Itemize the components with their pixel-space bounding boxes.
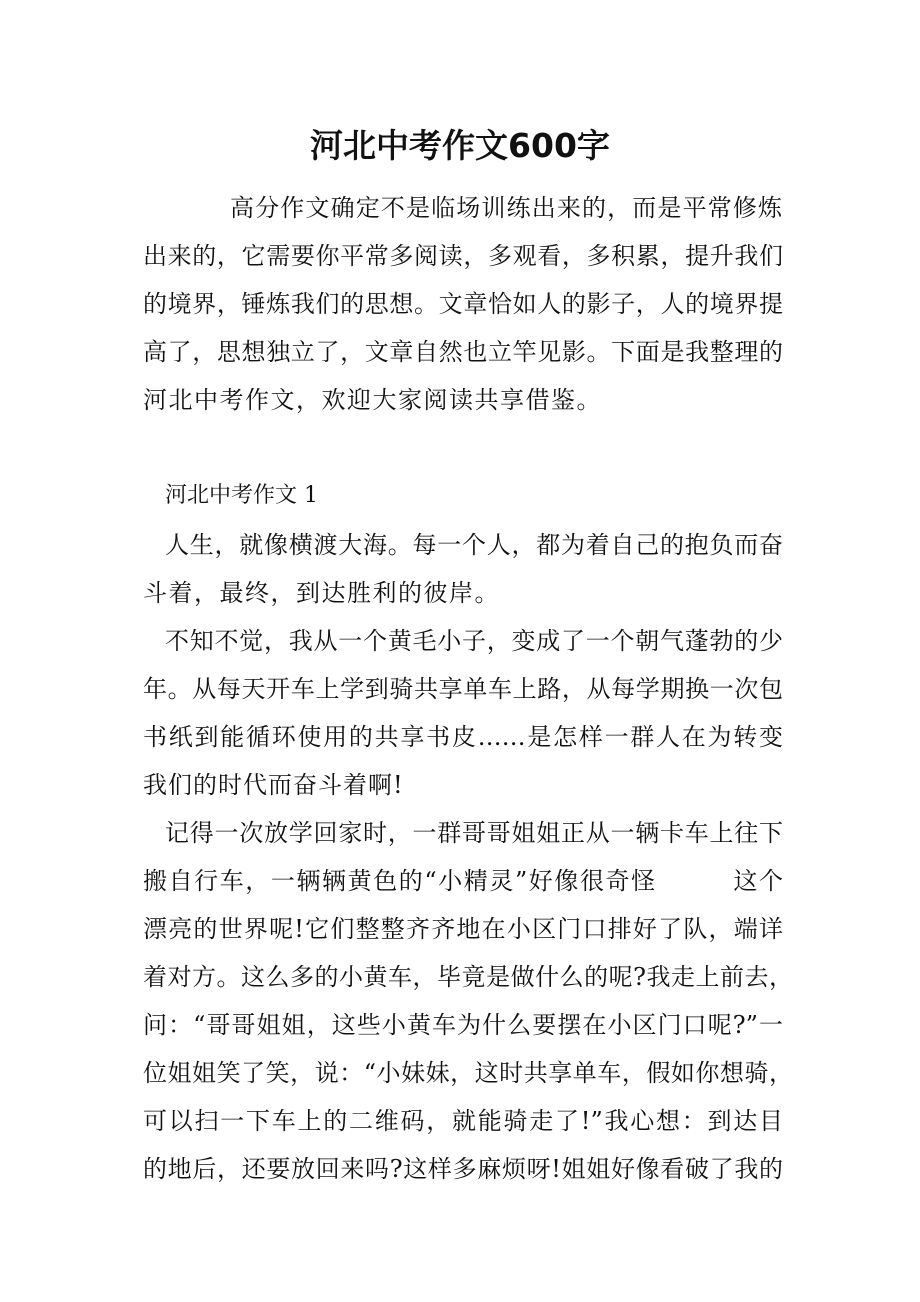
body-line: 我们的时代而奋斗着啊! — [143, 771, 404, 799]
body-line: 人生，就像横渡大海。每一个人，都为着自己的抱负而奋 — [165, 531, 783, 559]
body-line: 书纸到能循环使用的共享书皮……是怎样一群人在为转变 — [143, 723, 783, 751]
body-line: 斗着，最终，到达胜利的彼岸。 — [143, 579, 500, 607]
body-line: 年。从每天开车上学到骑共享单车上路，从每学期换一次包 — [143, 675, 783, 703]
intro-line: 高了，思想独立了，文章自然也立竿见影。下面是我整理的 — [143, 338, 783, 366]
body-line: 记得一次放学回家时，一群哥哥姐姐正从一辆卡车上往下 — [165, 819, 783, 847]
body-line: 搬自行车，一辆辆黄色的“小精灵”好像很奇怪 这个 — [143, 867, 783, 895]
body-line: 着对方。这么多的小黄车，毕竟是做什么的呢?我走上前去， — [143, 963, 793, 991]
section-heading: 河北中考作文 1 — [165, 483, 318, 508]
intro-line: 高分作文确定不是临场训练出来的，而是平常修炼 — [230, 194, 782, 222]
body-line: 漂亮的世界呢!它们整整齐齐地在小区门口排好了队，端详 — [143, 915, 783, 943]
intro-line: 的境界，锤炼我们的思想。文章恰如人的影子，人的境界提 — [143, 290, 783, 318]
intro-line: 出来的，它需要你平常多阅读，多观看，多积累，提升我们 — [143, 242, 783, 270]
body-line: 问：“哥哥姐姐，这些小黄车为什么要摆在小区门口呢?”一 — [143, 1011, 783, 1039]
document-title: 河北中考作文600字 — [310, 126, 610, 165]
body-line: 位姐姐笑了笑，说：“小妹妹，这时共享单车，假如你想骑， — [143, 1059, 793, 1087]
body-line: 可以扫一下车上的二维码，就能骑走了!”我心想：到达目 — [143, 1107, 783, 1135]
body-line: 不知不觉，我从一个黄毛小子，变成了一个朝气蓬勃的少 — [165, 627, 783, 655]
body-line: 的地后，还要放回来吗?这样多麻烦呀!姐姐好像看破了我的 — [143, 1155, 783, 1183]
intro-line: 河北中考作文，欢迎大家阅读共享借鉴。 — [143, 386, 602, 414]
